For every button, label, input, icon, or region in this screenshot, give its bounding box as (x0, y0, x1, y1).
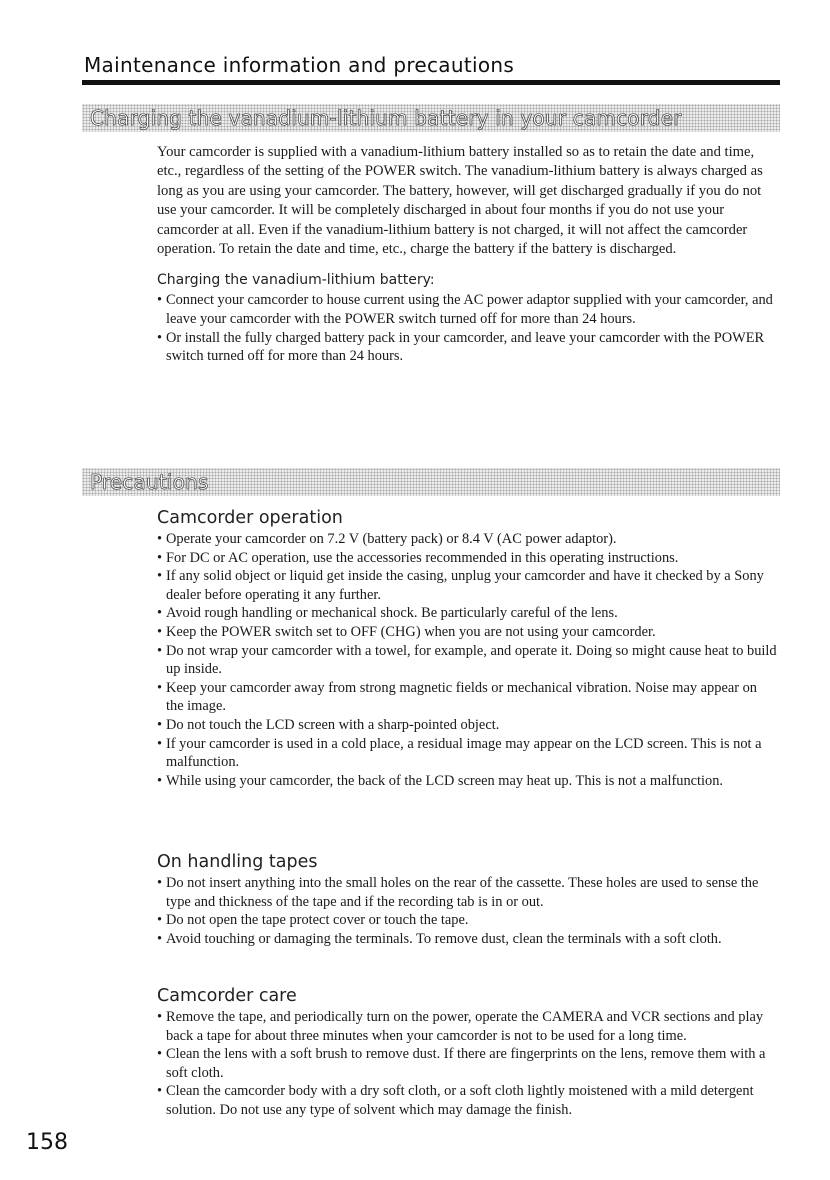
list-item: • If any solid object or liquid get inside the casing, unplug your camcorder and have it checked by a Sony dealer before operating it any further. (157, 567, 777, 604)
camcorder-operation-heading: Camcorder operation (157, 508, 343, 528)
charging-list (157, 291, 777, 365)
list-item: • Keep the POWER switch set to OFF (CHG) when you are not using your camcorder. (157, 623, 777, 642)
list-item: • Clean the lens with a soft brush to remove dust. If there are fingerprints on the lens, remove them with a soft cloth. (157, 1045, 777, 1082)
handling-tapes-heading: On handling tapes (157, 852, 318, 872)
list-item: • Avoid touching or damaging the terminals. To remove dust, clean the terminals with a soft cloth. (157, 930, 777, 949)
section-band-vanadium (82, 104, 780, 132)
list-item: • Connect your camcorder to house current using the AC power adaptor supplied with your camcorder, and leave your camcorder with the POWER switch turned off for more than 24 hours. (157, 291, 777, 328)
list-item: • Operate your camcorder on 7.2 V (battery pack) or 8.4 V (AC power adaptor). (157, 530, 777, 549)
section-heading-vanadium: Charging the vanadium-lithium battery in your camcorder (90, 106, 682, 130)
list-item: • While using your camcorder, the back of the LCD screen may heat up. This is not a malfunction. (157, 772, 777, 791)
page-number: 158 (26, 1130, 68, 1155)
list-item: • Keep your camcorder away from strong magnetic fields or mechanical vibration. Noise may appear on the image. (157, 679, 777, 716)
section-band-precautions (82, 468, 780, 496)
list-item: • Do not insert anything into the small holes on the rear of the cassette. These holes are used to sense the type and thickness of the tape and if the recording tab is in or out. (157, 874, 777, 911)
precautions-camcorder-operation (157, 506, 777, 790)
section-heading-precautions: Precautions (90, 470, 209, 494)
list-item: • Clean the camcorder body with a dry soft cloth, or a soft cloth lightly moistened with a mild detergent solution. Do not use any type of solvent which may damage the finish. (157, 1082, 777, 1119)
list-item: • Avoid rough handling or mechanical shock. Be particularly careful of the lens. (157, 604, 777, 623)
list-item: • Do not touch the LCD screen with a sharp-pointed object. (157, 716, 777, 735)
precautions-camcorder-care (157, 984, 777, 1120)
handling-tapes-list (157, 874, 777, 948)
list-item: • Remove the tape, and periodically turn on the power, operate the CAMERA and VCR sections and play back a tape for about three minutes when your camcorder is not to be used for a long time. (157, 1008, 777, 1045)
camcorder-care-heading: Camcorder care (157, 986, 297, 1006)
list-item: • Or install the fully charged battery pack in your camcorder, and leave your camcorder with the POWER switch turned off for more than 24 hours. (157, 329, 777, 366)
camcorder-care-list (157, 1008, 777, 1120)
precautions-handling-tapes (157, 850, 777, 948)
list-item: • Do not wrap your camcorder with a towel, for example, and operate it. Doing so might cause heat to build up inside. (157, 642, 777, 679)
vanadium-intro-paragraph: Your camcorder is supplied with a vanadium-lithium battery installed so as to retain the date and time, etc., regardless of the setting of the POWER switch. The vanadium-lithium battery is always charged as long as you are using your camcorder. The battery, however, will get discharged gradually if you do not use your camcorder. It will be completely discharged in about four months if you do not use your camcorder at all. Even if the vanadium-lithium battery is not charged, it will not affect the camcorder operation. To retain the date and time, etc., charge the battery if the battery is discharged. (157, 144, 763, 258)
header-rule (82, 80, 780, 85)
list-item: • Do not open the tape protect cover or touch the tape. (157, 911, 777, 930)
list-item: • For DC or AC operation, use the accessories recommended in this operating instructions. (157, 549, 777, 568)
charging-subheading: Charging the vanadium-lithium battery: (157, 272, 435, 289)
camcorder-operation-list (157, 530, 777, 790)
page-header-title: Maintenance information and precautions (84, 53, 515, 77)
vanadium-section-body (157, 143, 777, 366)
list-item: • If your camcorder is used in a cold place, a residual image may appear on the LCD screen. This is not a malfunction. (157, 735, 777, 772)
